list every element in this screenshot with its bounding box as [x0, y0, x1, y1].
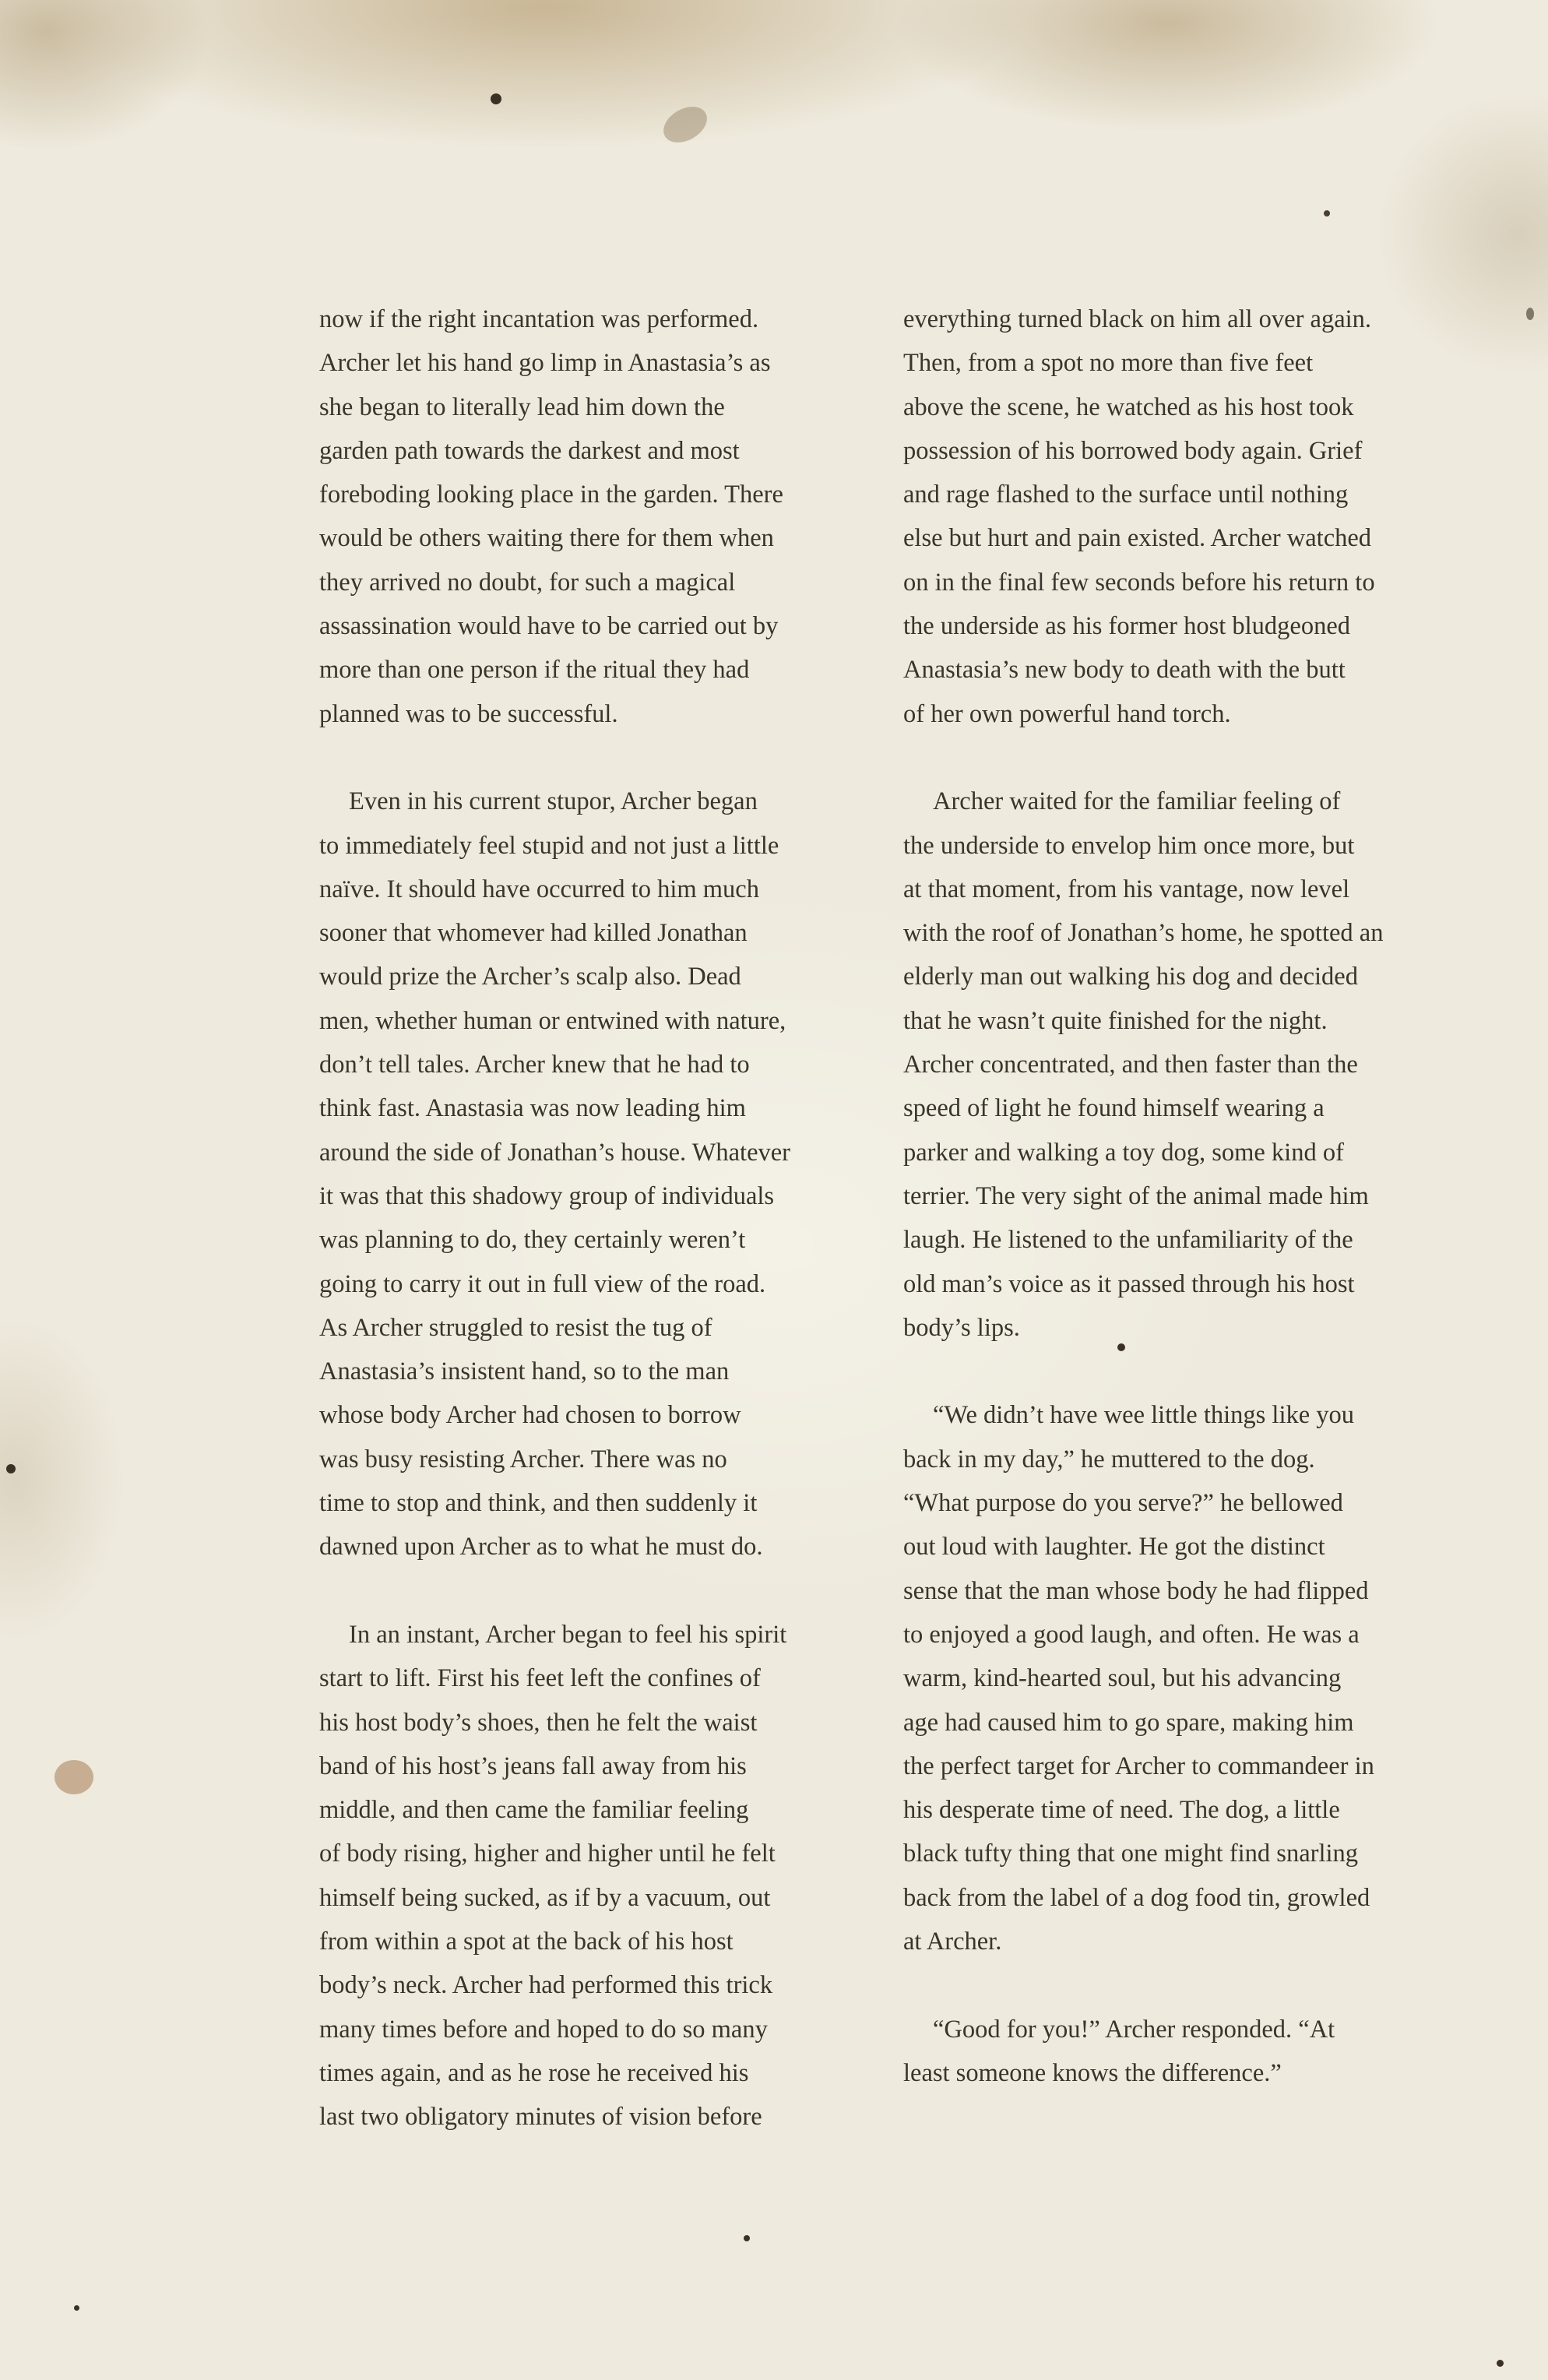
text-line: on in the final few seconds before his return to — [903, 568, 1375, 597]
text-line: Anastasia’s new body to death with the butt — [903, 656, 1346, 685]
text-line: to immediately feel stupid and not just a little — [319, 831, 779, 860]
text-line: times again, and as he rose he received his — [319, 2058, 749, 2087]
text-line: Anastasia’s insistent hand, so to the man — [319, 1357, 730, 1386]
text-line: everything turned black on him all over again. — [903, 305, 1372, 333]
text-line: of her own powerful hand torch. — [903, 699, 1231, 728]
paper-stain — [1526, 308, 1534, 320]
text-line: it was that this shadowy group of individuals — [319, 1181, 775, 1210]
text-line: with the roof of Jonathan’s home, he spotted an — [903, 919, 1384, 948]
text-line: naïve. It should have occurred to him much — [319, 875, 759, 903]
text-line: possession of his borrowed body again. Grief — [903, 436, 1363, 465]
text-line: Archer concentrated, and then faster than the — [903, 1051, 1358, 1079]
text-line: sense that the man whose body he had flipped — [903, 1576, 1369, 1605]
text-line: planned was to be successful. — [319, 699, 618, 728]
text-line: band of his host’s jeans fall away from his — [319, 1752, 747, 1780]
text-line: was planning to do, they certainly weren’t — [319, 1226, 746, 1255]
text-line: assassination would have to be carried out by — [319, 612, 779, 641]
text-line: to enjoyed a good laugh, and often. He was a — [903, 1620, 1360, 1649]
text-line: time to stop and think, and then suddenly it — [319, 1489, 758, 1518]
text-line: the underside to envelop him once more, but — [903, 831, 1355, 860]
text-line: warm, kind-hearted soul, but his advancing — [903, 1664, 1342, 1693]
text-line: black tufty thing that one might find snarling — [903, 1840, 1359, 1868]
paper-stain — [491, 93, 501, 104]
text-line: least someone knows the difference.” — [903, 2058, 1282, 2087]
text-line: Then, from a spot no more than five feet — [903, 349, 1314, 378]
text-line: As Archer struggled to resist the tug of — [319, 1313, 712, 1342]
text-line: dawned upon Archer as to what he must do. — [319, 1533, 763, 1561]
text-line: “Good for you!” Archer responded. “At — [933, 2015, 1335, 2044]
text-line: they arrived no doubt, for such a magical — [319, 568, 736, 597]
text-line: Archer waited for the familiar feeling of — [933, 787, 1341, 816]
text-line: speed of light he found himself wearing a — [903, 1094, 1325, 1123]
text-line: the underside as his former host bludgeoned — [903, 612, 1351, 641]
text-line: his desperate time of need. The dog, a little — [903, 1796, 1340, 1825]
paragraph — [903, 2008, 1448, 2096]
right-text-column — [903, 298, 1448, 2139]
text-line: body’s lips. — [903, 1313, 1020, 1342]
paragraph — [903, 780, 1448, 1350]
text-line: the perfect target for Archer to commandeer in — [903, 1752, 1374, 1780]
text-line: his host body’s shoes, then he felt the waist — [319, 1708, 758, 1737]
paper-stain — [74, 2305, 79, 2311]
text-line: last two obligatory minutes of vision before — [319, 2103, 762, 2132]
text-line: foreboding looking place in the garden. There — [319, 481, 783, 509]
text-line: himself being sucked, as if by a vacuum, out — [319, 1883, 771, 1912]
text-line: men, whether human or entwined with nature, — [319, 1006, 786, 1035]
text-line: many times before and hoped to do so many — [319, 2015, 768, 2044]
text-line: now if the right incantation was performed. — [319, 305, 759, 333]
text-line: “We didn’t have wee little things like you — [933, 1401, 1355, 1430]
text-line: Even in his current stupor, Archer began — [349, 787, 758, 816]
text-line: elderly man out walking his dog and decided — [903, 963, 1358, 991]
text-line: out loud with laughter. He got the distinct — [903, 1533, 1325, 1561]
paper-stain — [1497, 2360, 1504, 2367]
text-line: would be others waiting there for them when — [319, 524, 774, 553]
text-line: age had caused him to go spare, making him — [903, 1708, 1354, 1737]
text-line: middle, and then came the familiar feeling — [319, 1796, 749, 1825]
text-line: of body rising, higher and higher until he felt — [319, 1840, 776, 1868]
paper-stain — [6, 1464, 16, 1473]
text-line: she began to literally lead him down the — [319, 393, 725, 421]
text-line: terrier. The very sight of the animal made him — [903, 1181, 1369, 1210]
text-line: at Archer. — [903, 1927, 1002, 1956]
text-line: think fast. Anastasia was now leading him — [319, 1094, 746, 1123]
text-line: at that moment, from his vantage, now level — [903, 875, 1350, 903]
text-line: that he wasn’t quite finished for the night. — [903, 1006, 1328, 1035]
paper-stain — [55, 1760, 93, 1794]
paragraph — [319, 1613, 857, 2139]
paragraph — [319, 298, 857, 736]
text-line: else but hurt and pain existed. Archer watched — [903, 524, 1372, 553]
text-line: back in my day,” he muttered to the dog. — [903, 1445, 1315, 1473]
text-line: and rage flashed to the surface until nothing — [903, 481, 1349, 509]
text-line: parker and walking a toy dog, some kind of — [903, 1138, 1344, 1167]
text-line: old man’s voice as it passed through his host — [903, 1269, 1355, 1298]
text-line: Archer let his hand go limp in Anastasia’s as — [319, 349, 771, 378]
text-line: garden path towards the darkest and most — [319, 436, 740, 465]
text-line: from within a spot at the back of his host — [319, 1927, 734, 1956]
text-line: In an instant, Archer began to feel his spirit — [349, 1620, 787, 1649]
text-line: whose body Archer had chosen to borrow — [319, 1401, 741, 1430]
text-line: would prize the Archer’s scalp also. Dead — [319, 963, 741, 991]
text-line: more than one person if the ritual they had — [319, 656, 750, 685]
paragraph — [319, 780, 857, 1568]
text-line: body’s neck. Archer had performed this trick — [319, 1971, 773, 2000]
paragraph — [903, 298, 1448, 736]
text-line: start to lift. First his feet left the confines of — [319, 1664, 761, 1693]
text-line: back from the label of a dog food tin, growled — [903, 1883, 1370, 1912]
left-text-column — [319, 298, 857, 2183]
paper-stain — [744, 2235, 750, 2241]
text-line: around the side of Jonathan’s house. Whatever — [319, 1138, 790, 1167]
text-line: going to carry it out in full view of the road. — [319, 1269, 766, 1298]
text-line: “What purpose do you serve?” he bellowed — [903, 1489, 1343, 1518]
paragraph — [903, 1393, 1448, 1963]
text-line: was busy resisting Archer. There was no — [319, 1445, 727, 1473]
text-line: laugh. He listened to the unfamiliarity of the — [903, 1226, 1353, 1255]
text-line: sooner that whomever had killed Jonathan — [319, 919, 748, 948]
text-line: don’t tell tales. Archer knew that he had to — [319, 1051, 750, 1079]
paper-stain — [1324, 210, 1330, 217]
paper-stain — [657, 100, 713, 150]
text-line: above the scene, he watched as his host took — [903, 393, 1354, 421]
